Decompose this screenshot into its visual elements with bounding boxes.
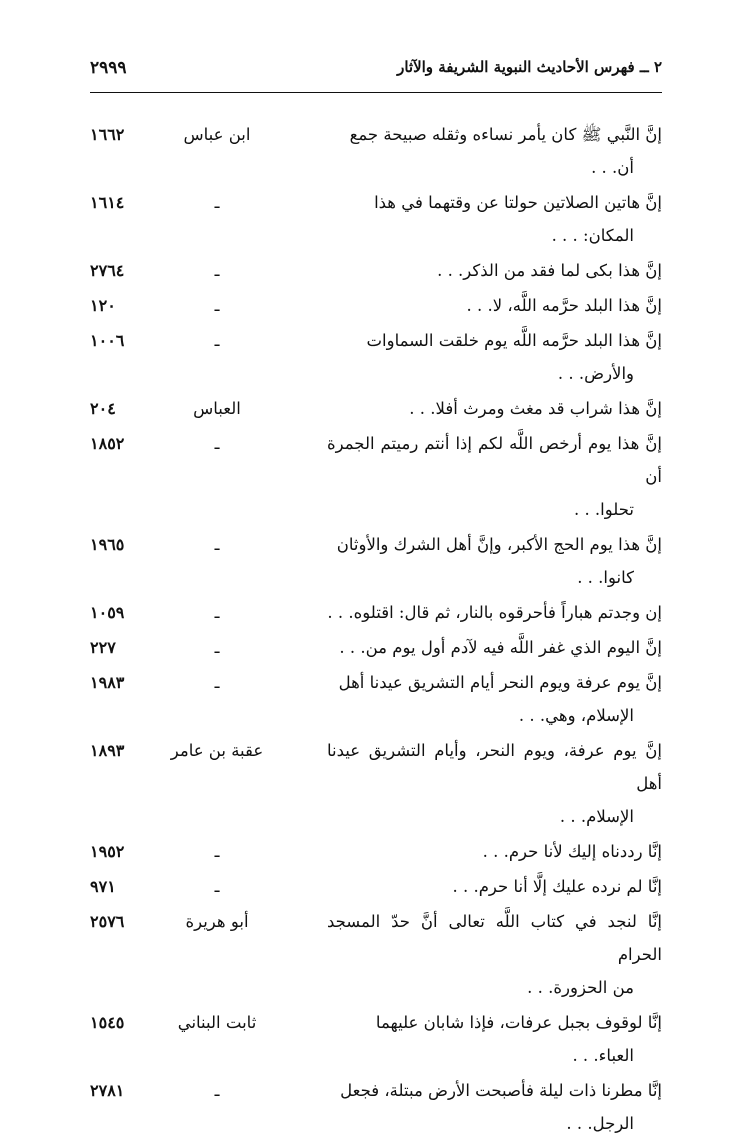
narrator: ـ bbox=[214, 535, 220, 554]
index-entry bbox=[90, 596, 662, 629]
reference-number: ١٨٥٢ bbox=[90, 434, 125, 453]
hadith-text bbox=[327, 905, 662, 1004]
hadith-text bbox=[327, 596, 662, 629]
hadith-line-1: إنَّ النَّبي ﷺ كان يأمر نساءه وثقله صبيحة جمع bbox=[349, 125, 662, 144]
hadith-line-1: إنَّا رددناه إليك لأنا حرم. . . bbox=[482, 842, 662, 861]
hadith-text bbox=[327, 734, 662, 833]
hadith-line-2: من الحزورة. . . bbox=[527, 978, 634, 997]
hadith-line-2: الإسلام، وهي. . . bbox=[518, 706, 634, 725]
hadith-line-1: إنَّ يوم عرفة ويوم النحر أيام التشريق عيدنا أهل bbox=[338, 673, 662, 692]
index-entry bbox=[90, 324, 662, 390]
hadith-text bbox=[327, 289, 662, 322]
hadith-line-2: والأرض. . . bbox=[557, 364, 634, 383]
hadith-line-1: إنَّ يوم عرفة، ويوم النحر، وأيام التشريق عيدنا أهل bbox=[327, 741, 662, 793]
hadith-text bbox=[327, 835, 662, 868]
hadith-text bbox=[327, 392, 662, 425]
reference-number: ١٥٤٥ bbox=[90, 1013, 125, 1032]
index-entry bbox=[90, 905, 662, 1004]
hadith-line-1: إنَّ هذا بكى لما فقد من الذكر. . . bbox=[437, 261, 662, 280]
index-entry bbox=[90, 118, 662, 184]
narrator: ـ bbox=[214, 296, 220, 315]
narrator: أبو هريرة bbox=[185, 912, 249, 931]
hadith-line-2: الرجل. . . bbox=[566, 1114, 634, 1133]
reference-number: ١٨٩٣ bbox=[90, 741, 125, 760]
reference-number: ٢٢٧ bbox=[90, 638, 116, 657]
hadith-line-2: العباء. . . bbox=[572, 1046, 634, 1065]
reference-number: ١٦١٤ bbox=[90, 193, 125, 212]
hadith-line-2: الإسلام. . . bbox=[559, 807, 634, 826]
hadith-line-1: إنَّ هذا شراب قد مغث ومرث أفلا. . . bbox=[409, 399, 662, 418]
index-entry bbox=[90, 1006, 662, 1072]
hadith-line-2: المكان: . . . bbox=[551, 226, 634, 245]
narrator: ثابت البناني bbox=[177, 1013, 257, 1032]
reference-number: ١٦٦٢ bbox=[90, 125, 125, 144]
hadith-text bbox=[327, 427, 662, 526]
index-entry bbox=[90, 666, 662, 732]
reference-number: ٢٥٧٦ bbox=[90, 912, 125, 931]
hadith-text bbox=[327, 324, 662, 390]
hadith-line-1: إنَّ هذا يوم الحج الأكبر، وإنَّ أهل الشرك والأوثان bbox=[336, 535, 662, 554]
hadith-line-1: إنَّا لوقوف بجبل عرفات، فإذا شابان عليهما bbox=[375, 1013, 662, 1032]
index-entry bbox=[90, 186, 662, 252]
narrator: ـ bbox=[214, 638, 220, 657]
hadith-line-1: إنَّ اليوم الذي غفر اللَّه فيه لآدم أول يوم من. . . bbox=[339, 638, 662, 657]
hadith-text bbox=[327, 1074, 662, 1140]
narrator: عقبة بن عامر bbox=[170, 741, 264, 760]
hadith-text bbox=[327, 118, 662, 184]
index-entries bbox=[90, 118, 662, 1142]
index-entry bbox=[90, 631, 662, 664]
hadith-text bbox=[327, 1006, 662, 1072]
hadith-text bbox=[327, 870, 662, 903]
index-entry bbox=[90, 1074, 662, 1140]
index-entry bbox=[90, 392, 662, 425]
narrator: ـ bbox=[214, 261, 220, 280]
reference-number: ٢٧٦٤ bbox=[90, 261, 125, 280]
narrator: العباس bbox=[193, 399, 241, 418]
reference-number: ١٠٥٩ bbox=[90, 603, 125, 622]
page-header bbox=[90, 52, 662, 93]
hadith-text bbox=[327, 186, 662, 252]
hadith-text bbox=[327, 631, 662, 664]
index-entry bbox=[90, 734, 662, 833]
reference-number: ١٩٦٥ bbox=[90, 535, 125, 554]
index-entry bbox=[90, 254, 662, 287]
hadith-line-1: إنَّا لنجد في كتاب اللَّه تعالى أنَّ حدّ المسجد الحرام bbox=[327, 912, 662, 964]
running-title: ٢ ــ فهرس الأحاديث النبوية الشريفة والآثار bbox=[397, 58, 662, 76]
hadith-line-1: إنَّ هذا يوم أرخص اللَّه لكم إذا أنتم رميتم الجمرة أن bbox=[327, 434, 662, 486]
narrator: ـ bbox=[214, 1081, 220, 1100]
reference-number: ١٠٠٦ bbox=[90, 331, 125, 350]
page-number: ٢٩٩٩ bbox=[90, 58, 127, 78]
hadith-line-2: كانوا. . . bbox=[577, 568, 634, 587]
narrator: ـ bbox=[214, 331, 220, 350]
narrator: ابن عباس bbox=[183, 125, 251, 144]
reference-number: ١٢٠ bbox=[90, 296, 116, 315]
hadith-text bbox=[327, 254, 662, 287]
hadith-text bbox=[327, 666, 662, 732]
hadith-line-1: إنَّ هذا البلد حرَّمه اللَّه يوم خلقت السماوات bbox=[366, 331, 662, 350]
narrator: ـ bbox=[214, 842, 220, 861]
hadith-line-2: أن. . . bbox=[591, 158, 634, 177]
index-entry bbox=[90, 289, 662, 322]
reference-number: ٩٧١ bbox=[90, 877, 116, 896]
hadith-line-1: إنَّا مطرنا ذات ليلة فأصبحت الأرض مبتلة، فجعل bbox=[340, 1081, 662, 1100]
hadith-line-1: إنَّا لم نرده عليك إلَّا أنا حرم. . . bbox=[452, 877, 662, 896]
reference-number: ١٩٨٣ bbox=[90, 673, 125, 692]
reference-number: ١٩٥٢ bbox=[90, 842, 125, 861]
index-entry bbox=[90, 427, 662, 526]
index-entry bbox=[90, 835, 662, 868]
reference-number: ٢٧٨١ bbox=[90, 1081, 125, 1100]
reference-number: ٢٠٤ bbox=[90, 399, 116, 418]
index-entry bbox=[90, 870, 662, 903]
narrator: ـ bbox=[214, 877, 220, 896]
hadith-line-1: إنَّ هاتين الصلاتين حولتا عن وقتهما في هذا bbox=[374, 193, 662, 212]
hadith-text bbox=[327, 528, 662, 594]
hadith-line-1: إنَّ هذا البلد حرَّمه اللَّه، لا. . . bbox=[466, 296, 662, 315]
index-entry bbox=[90, 528, 662, 594]
narrator: ـ bbox=[214, 603, 220, 622]
narrator: ـ bbox=[214, 673, 220, 692]
hadith-line-1: إن وجدتم هباراً فأحرقوه بالنار، ثم قال: اقتلوه. . . bbox=[327, 603, 662, 622]
narrator: ـ bbox=[214, 193, 220, 212]
narrator: ـ bbox=[214, 434, 220, 453]
hadith-line-2: تحلوا. . . bbox=[573, 500, 634, 519]
